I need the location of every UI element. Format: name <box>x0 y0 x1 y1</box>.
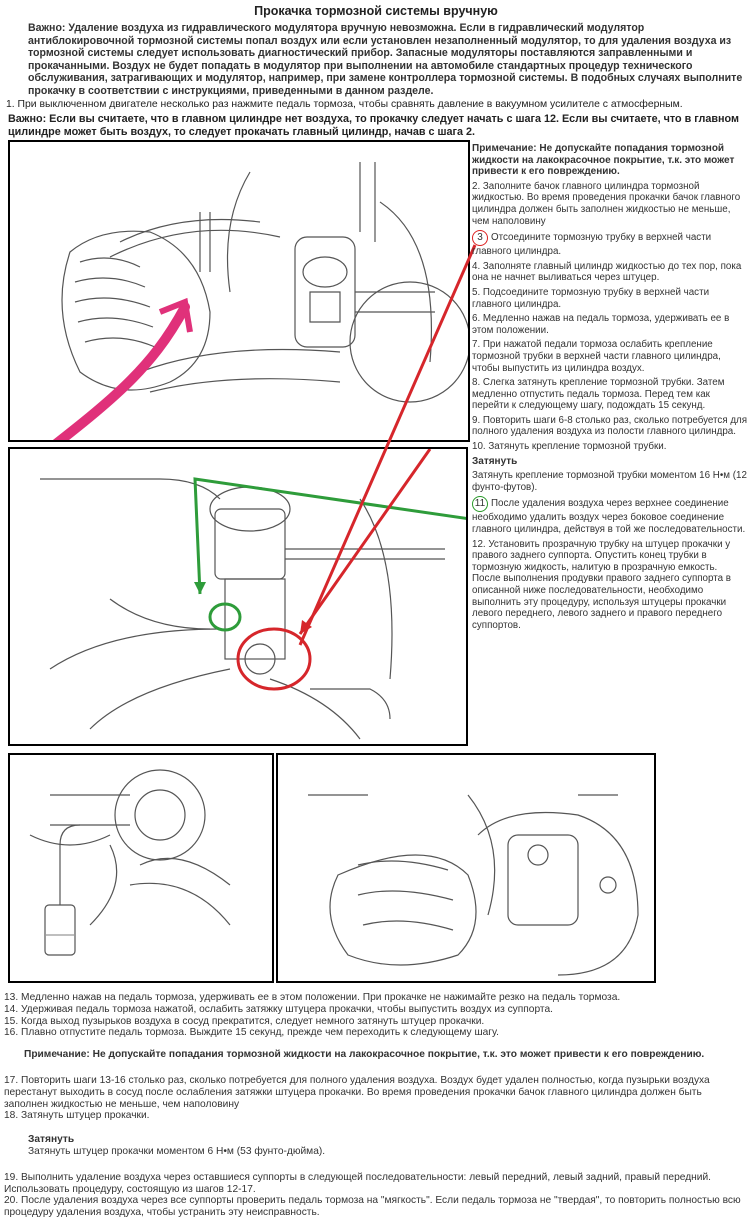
step-20: 20. После удаления воздуха через все суппорты проверить педаль тормоза на "мягкость". Если педаль тормоза не "твердая", то повторить полностью всю процедуру удаления воздуха, чтобы устранить эту неисправность. <box>4 1195 741 1219</box>
step-6: 6. Медленно нажав на педаль тормоза, удерживать ее в этом положении. <box>472 313 730 336</box>
step-3-text: Отсоедините тормозную трубку в верхней части главного цилиндра. <box>472 232 712 258</box>
step-12: 12. Установить прозрачную трубку на штуцер прокачки у правого заднего суппорта. Опустить конец трубки в тормозную жидкость, налитую в прозрачную емкость. После выполнения продувки правого заднего суппорта в описанной ниже последовательности, необходимо выполнить эту процедуру, используя штуцеры прокачки левого переднего, левого заднего и правого переднего суппортов. <box>472 538 731 631</box>
step-10: 10. Затянуть крепление тормозной трубки. <box>472 441 667 453</box>
step-3-number: 3 <box>472 230 488 246</box>
caliper-drawing <box>278 755 656 983</box>
step-16: 16. Плавно отпустите педаль тормоза. Выждите 15 секунд, прежде чем переходить к следующему шагу. <box>4 1027 499 1039</box>
step-11 <box>472 496 748 535</box>
step-13: 13. Медленно нажав на педаль тормоза, удерживать ее в этом положении. При прокачке не нажимайте резко на педаль тормоза. <box>4 992 621 1003</box>
right-column <box>472 143 748 634</box>
step-4: 4. Заполняте главный цилиндр жидкостью до тех пор, пока она не начнет выливаться через штуцер. <box>472 260 742 284</box>
step-2: 2. Заполните бачок главного цилиндра тормозной жидкостью. Во время проведения прокачки бачок главного цилиндра должен быть заполнен жидкостью не меньше, чем наполовину <box>472 180 741 227</box>
tighten-head: Затянуть <box>472 455 518 467</box>
step-5: 5. Подсоедините тормозную трубку в верхней части главного цилиндра. <box>472 286 710 310</box>
step-3 <box>472 230 748 258</box>
tighten-text: Затянуть крепление тормозной трубки моментом 16 Н•м (12 фунто-футов). <box>472 470 747 493</box>
bleeder-bottle-drawing <box>10 755 274 983</box>
step-14: 14. Удерживая педаль тормоза нажатой, ослабить затяжку штуцера прокачки, чтобы выпустить воздух из суппорта. <box>4 1003 553 1015</box>
step-18: 18. Затянуть штуцер прокачки. <box>4 1110 150 1122</box>
warning-second: Важно: Если вы считаете, что в главном цилиндре нет воздуха, то прокачку следует начать с шага 12. Если вы считаете, что в главном цилиндре может быть воздух, то следует прокачать главный цилиндр, начав с шага 2. <box>8 113 739 138</box>
figure-caliper <box>276 753 656 983</box>
bottom-note: Примечание: Не допускайте попадания тормозной жидкости на лакокрасочное покрытие, т.к. это может привести к его повреждению. <box>24 1049 705 1061</box>
step-1: 1. При выключенном двигателе несколько раз нажмите педаль тормоза, чтобы сравнять давление в вакуумном усилителе с атмосферным. <box>6 99 683 110</box>
page-title: Прокачка тормозной системы вручную <box>254 4 498 18</box>
step-9: 9. Повторить шаги 6-8 столько раз, сколько потребуется для полного удаления воздуха из полости главного цилиндра. <box>472 414 748 438</box>
step-7: 7. При нажатой педали тормоза ослабить крепление тормозной трубки в верхней части главного цилиндра, чтобы выпустить из цилиндра воздух. <box>472 339 721 374</box>
right-note: Примечание: Не допускайте попадания тормозной жидкости на лакокрасочное покрытие, т.к. это может привести к его повреждению. <box>472 143 735 178</box>
step-11-number: 11 <box>472 496 488 512</box>
bottom-tighten-head: Затянуть <box>28 1134 75 1146</box>
bottom-tighten-text: Затянуть штуцер прокачки моментом 6 Н•м (53 фунто-дюйма). <box>28 1145 326 1157</box>
figure-bleeder-bottle <box>8 753 274 983</box>
step-8: 8. Слегка затянуть крепление тормозной трубки. Затем медленно отпустить педаль тормоза. Перед тем как перейти к следующему шагу, подождать 15 секунд. <box>472 377 725 412</box>
step-17: 17. Повторить шаги 13-16 столько раз, сколько потребуется для полного удаления воздуха. Воздух будет удален полностью, когда пузырьки воздуха перестанут выходить в сосуд после ослабления затяжки штуцера прокачки. Во время проведения прокачки бачок главного цилиндра должен быть заполнен жидкостью не меньше, чем наполовину <box>4 1074 710 1110</box>
step-19: 19. Выполнить удаление воздуха через оставшиеся суппорты в следующей последовательности: левый передний, левый задний, правый передний. Использовать процедуру, состоящую из шагов 12-17. <box>4 1171 711 1195</box>
pink-arrow <box>20 307 185 442</box>
step-15: 15. Когда выход пузырьков воздуха в сосуд прекратится, следует немного затянуть штуцер прокачки. <box>4 1015 485 1027</box>
warning-top: Важно: Удаление воздуха из гидравлического модулятора вручную невозможна. Если в гидравлический модулятор антиблокировочной тормозной системы попал воздух или если установлен незаполненный модулятор, то для удаления воздуха из тормозной системы следует использовать диагностический прибор. Запасные модуляторы поставляются заправленными и прокачанными. Воздух не будет попадать в модулятор при выполнении на автомобиле стандартных процедур технического обслуживания, затрагивающих и модулятор, например, при замене контроллера тормозной системы. В подобных случаях выполните прокачку в соответствии с инструкциями, приведенными в данном разделе. <box>28 22 743 97</box>
red-pointer-line <box>280 235 480 655</box>
step-11-text: После удаления воздуха через верхнее соединение необходимо удалить воздух через боковое соединение главного цилиндра, действуя в той же последовательности. <box>472 498 746 536</box>
bottom-steps <box>4 992 748 1219</box>
